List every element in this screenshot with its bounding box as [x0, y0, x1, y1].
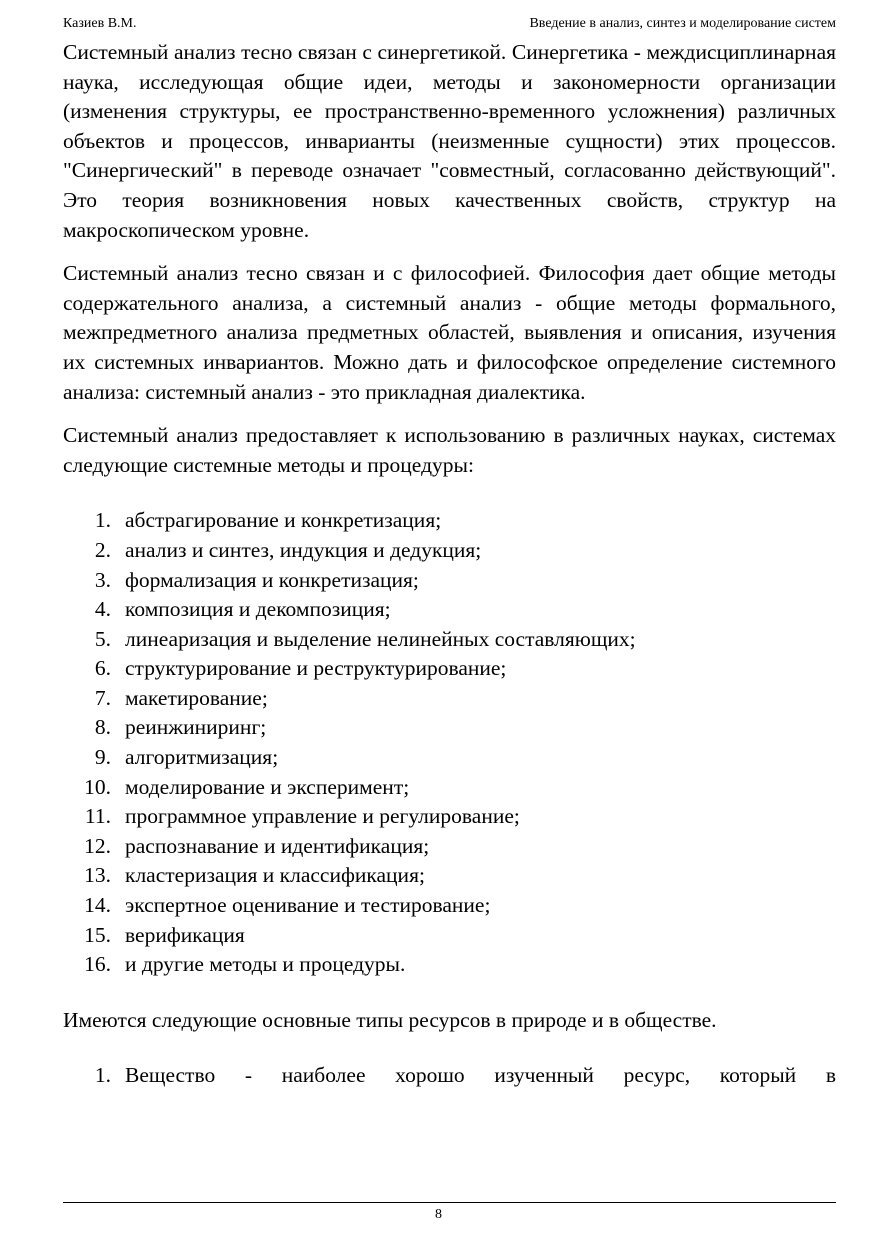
list-item-text: кластеризация и классификация; [125, 863, 425, 888]
page-header [63, 14, 836, 34]
list-item [63, 802, 836, 832]
list-item-number: 15. [84, 922, 111, 947]
page-number: 8 [435, 1207, 442, 1222]
resources-list-item [63, 1061, 836, 1091]
list-item-text: и другие методы и процедуры. [125, 952, 406, 977]
list-item-text: алгоритмизация; [125, 745, 279, 770]
list-item-number: 10. [84, 774, 111, 799]
list-item [63, 506, 836, 536]
list-item-number: 4. [94, 597, 111, 622]
list-item-number: 14. [84, 893, 111, 918]
list-item [63, 625, 836, 655]
list-item [63, 595, 836, 625]
list-item-text: программное управление и регулирование; [125, 804, 520, 829]
list-item [63, 743, 836, 773]
list-item-text: экспертное оценивание и тестирование; [125, 893, 491, 918]
list-item-number: 1. [94, 508, 111, 533]
list-item [63, 921, 836, 951]
list-item-number: 1. [94, 1063, 111, 1088]
list-item-text: моделирование и эксперимент; [125, 774, 410, 799]
header-author: Казиев В.М. [63, 16, 137, 31]
list-item-number: 2. [94, 537, 111, 562]
list-item [63, 861, 836, 891]
list-item [63, 713, 836, 743]
paragraph-spacer [63, 245, 836, 259]
paragraph-spacer [63, 480, 836, 506]
list-item [63, 566, 836, 596]
paragraph-methods-intro: Системный анализ предоставляет к использованию в различных науках, системах следующие системные методы и процедуры: [63, 423, 836, 477]
paragraph-spacer [63, 1035, 836, 1061]
list-item [63, 654, 836, 684]
list-item-text: структурирование и реструктурирование; [125, 656, 507, 681]
paragraph-spacer [63, 980, 836, 1006]
list-item-number: 6. [94, 656, 111, 681]
list-item-text: верификация [125, 922, 245, 947]
footer-divider [63, 1202, 836, 1203]
header-title: Введение в анализ, синтез и моделирование систем [529, 16, 836, 31]
list-item-text: реинжиниринг; [125, 715, 267, 740]
list-item-number: 7. [94, 685, 111, 710]
list-item-number: 8. [94, 715, 111, 740]
list-item-number: 5. [94, 626, 111, 651]
list-item-number: 12. [84, 833, 111, 858]
list-item-number: 11. [84, 804, 111, 829]
list-item [63, 773, 836, 803]
list-item-number: 9. [94, 745, 111, 770]
list-item-number: 13. [84, 863, 111, 888]
list-item-text: формализация и конкретизация; [125, 567, 419, 592]
list-item [63, 684, 836, 714]
list-item-text: распознавание и идентификация; [125, 833, 430, 858]
list-item [63, 950, 836, 980]
list-item-text: макетирование; [125, 685, 268, 710]
list-item-number: 16. [84, 952, 111, 977]
list-item-text: композиция и декомпозиция; [125, 597, 391, 622]
paragraph-spacer [63, 407, 836, 421]
paragraph-philosophy: Системный анализ тесно связан и с философией. Философия дает общие методы содержательного анализа, а системный анализ - общие методы формального, межпредметного анализа предметных областей, выявления и описания, изучения их системных инвариантов. Можно дать и философское определение системного анализа: системный анализ - это прикладная диалектика. [63, 261, 836, 404]
paragraph-resources-intro: Имеются следующие основные типы ресурсов в природе и в обществе. [63, 1007, 717, 1032]
list-item [63, 536, 836, 566]
list-item [63, 832, 836, 862]
list-item-number: 3. [94, 567, 111, 592]
paragraph-synergetics: Системный анализ тесно связан с синергетикой. Синергетика - междисциплинарная наука, исследующая общие идеи, методы и закономерности организации (изменения структуры, ее пространственно-временного усложнения) различных объектов и процессов, инварианты (неизменные сущности) этих процессов. "Синергический" в переводе означает "совместный, согласованно действующий". Это теория возникновения новых качественных свойств, структур на макроскопическом уровне. [63, 40, 836, 242]
list-item-text: абстрагирование и конкретизация; [125, 508, 442, 533]
page-content [63, 38, 836, 1091]
methods-list [63, 506, 836, 980]
list-item-text: линеаризация и выделение нелинейных составляющих; [125, 626, 636, 651]
list-item-text: Вещество - наиболее хорошо изученный ресурс, который в [125, 1063, 836, 1088]
list-item-text: анализ и синтез, индукция и дедукция; [125, 537, 482, 562]
list-item [63, 891, 836, 921]
